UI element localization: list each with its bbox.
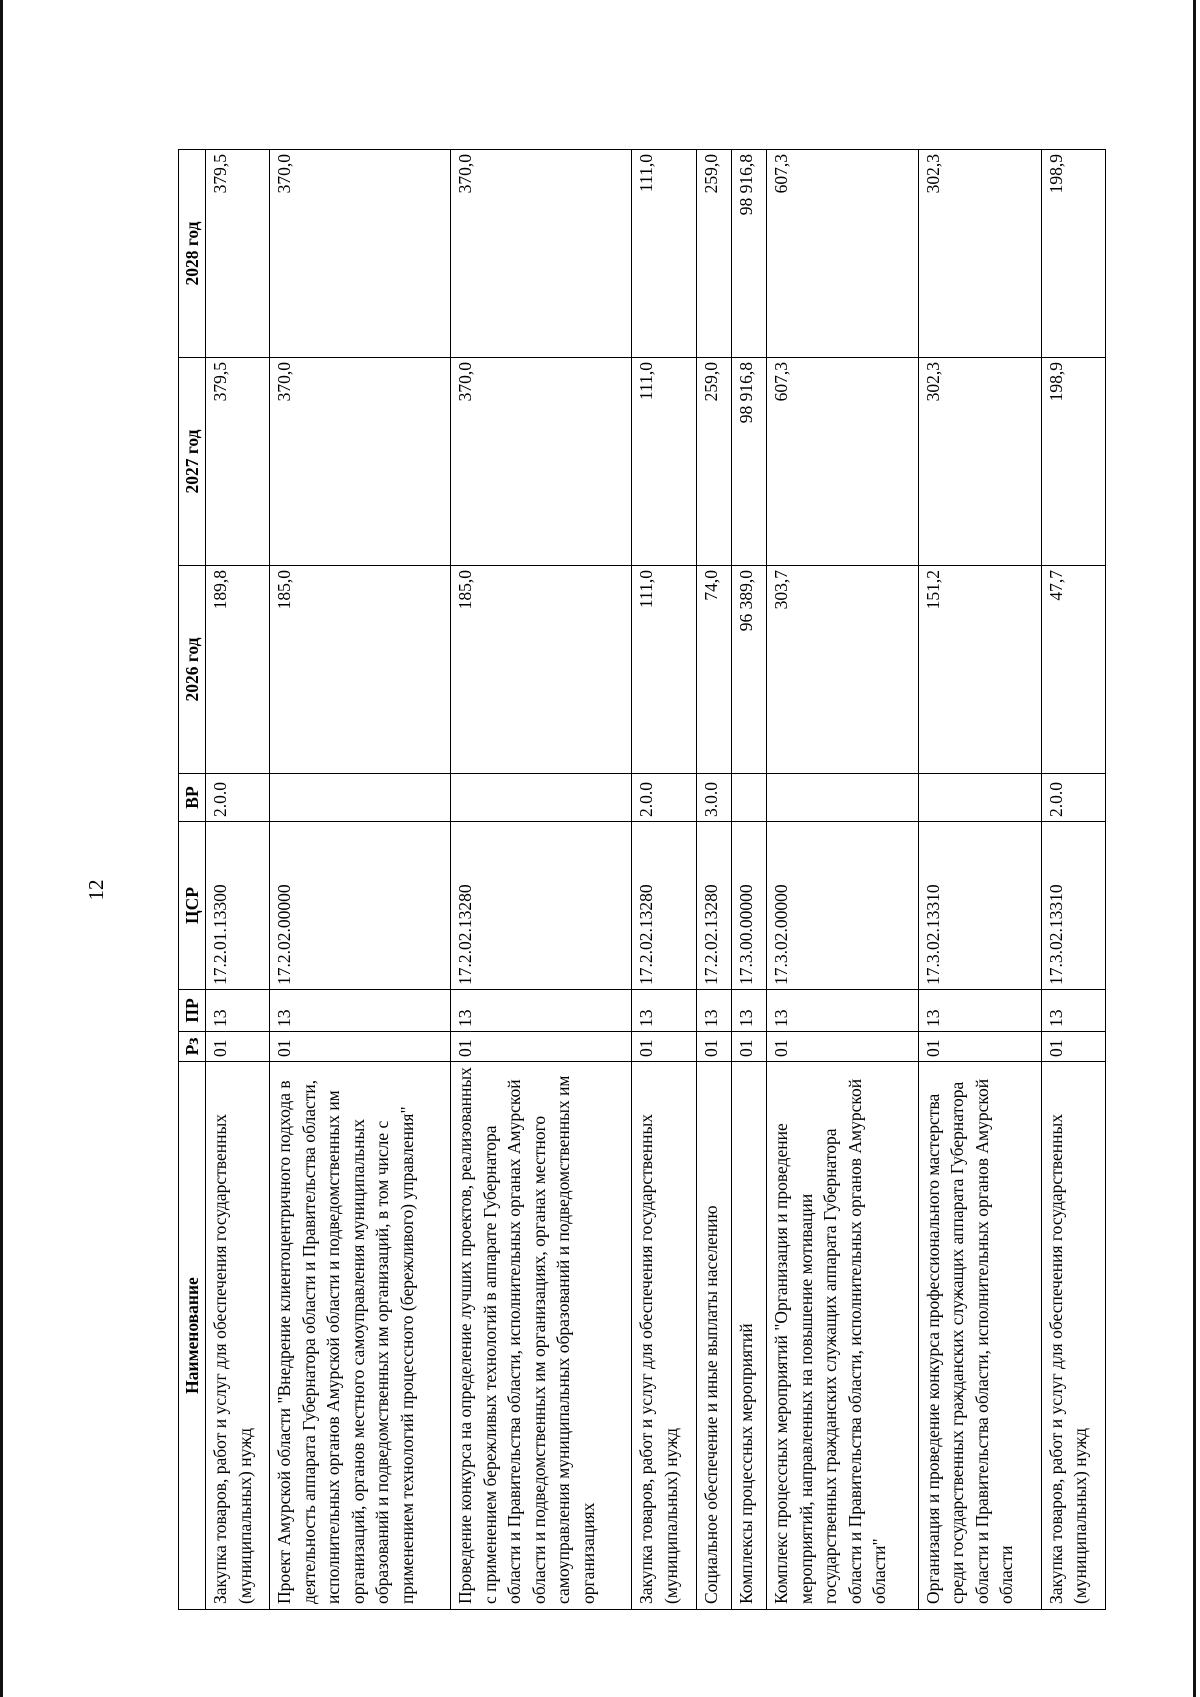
cell-rz: 01 (206, 1032, 270, 1062)
table-row (731, 150, 766, 1610)
cell-vr: 2.0.0 (1041, 774, 1105, 822)
cell-csr: 17.2.02.13280 (632, 822, 696, 990)
header-pr: ПР (179, 990, 206, 1032)
cell-2026: 47,7 (1041, 566, 1105, 774)
cell-2028: 302,3 (918, 150, 1041, 358)
cell-name: Комплексы процессных мероприятий (731, 1062, 766, 1610)
cell-pr: 13 (767, 990, 919, 1032)
cell-2028: 370,0 (451, 150, 632, 358)
cell-vr (270, 774, 451, 822)
cell-vr: 2.0.0 (632, 774, 696, 822)
cell-rz: 01 (632, 1032, 696, 1062)
cell-rz: 01 (767, 1032, 919, 1062)
table-row (696, 150, 731, 1610)
cell-name: Комплекс процессных мероприятий "Организация и проведение мероприятий, направленных на повышение мотивации государственных гражданских служащих аппарата Губернатора области и Правительства области, исполнительных органов Амурской области" (767, 1062, 919, 1610)
scan-right-edge (1193, 0, 1196, 1697)
cell-rz: 01 (918, 1032, 1041, 1062)
cell-rz: 01 (731, 1032, 766, 1062)
cell-2026: 111,0 (632, 566, 696, 774)
cell-pr: 13 (270, 990, 451, 1032)
cell-2026: 185,0 (270, 566, 451, 774)
table-row (1041, 150, 1105, 1610)
cell-2027: 379,5 (206, 358, 270, 566)
cell-csr: 17.2.02.13280 (696, 822, 731, 990)
cell-2028: 111,0 (632, 150, 696, 358)
table-row (270, 150, 451, 1610)
cell-2026: 303,7 (767, 566, 919, 774)
cell-2028: 370,0 (270, 150, 451, 358)
table-row (206, 150, 270, 1610)
cell-csr: 17.2.02.13280 (451, 822, 632, 990)
cell-2028: 259,0 (696, 150, 731, 358)
cell-pr: 13 (206, 990, 270, 1032)
cell-2027: 370,0 (270, 358, 451, 566)
header-vr: ВР (179, 774, 206, 822)
table-header-row (179, 150, 206, 1610)
cell-2027: 259,0 (696, 358, 731, 566)
cell-rz: 01 (1041, 1032, 1105, 1062)
cell-vr: 2.0.0 (206, 774, 270, 822)
header-name: Наименование (179, 1062, 206, 1610)
table-row (918, 150, 1041, 1610)
cell-pr: 13 (451, 990, 632, 1032)
cell-name: Организация и проведение конкурса профессионального мастерства среди государственных гражданских служащих аппарата Губернатора области и Правительства области, исполнительных органов Амурской области (918, 1062, 1041, 1610)
cell-name: Проведение конкурса на определение лучших проектов, реализованных с применением бережливых технологий в аппарате Губернатора области и Правительства области, исполнительных органах Амурской области и подведомственных им организациях, органах местного самоуправления муниципальных образований и подведомственных им организациях (451, 1062, 632, 1610)
header-2027: 2027 год (179, 358, 206, 566)
page-number: 12 (83, 879, 108, 901)
cell-vr (731, 774, 766, 822)
cell-csr: 17.3.02.13310 (918, 822, 1041, 990)
cell-pr: 13 (632, 990, 696, 1032)
cell-csr: 17.2.02.00000 (270, 822, 451, 990)
header-2026: 2026 год (179, 566, 206, 774)
cell-csr: 17.2.01.13300 (206, 822, 270, 990)
cell-vr (451, 774, 632, 822)
scan-left-edge (0, 0, 3, 1697)
cell-2027: 198,9 (1041, 358, 1105, 566)
cell-pr: 13 (918, 990, 1041, 1032)
table-row (767, 150, 919, 1610)
cell-name: Проект Амурской области "Внедрение клиентоцентричного подхода в деятельность аппарата Губернатора области и Правительства области, исполнительных органов Амурской области и подведомственных им организаций, органов местного самоуправления муниципальных образований и подведомственных им организаций, в том числе с применением технологий процессного (бережливого) управления" (270, 1062, 451, 1610)
cell-csr: 17.3.02.13310 (1041, 822, 1105, 990)
cell-name: Закупка товаров, работ и услуг для обеспечения государственных (муниципальных) нужд (206, 1062, 270, 1610)
cell-csr: 17.3.02.00000 (767, 822, 919, 990)
cell-2027: 370,0 (451, 358, 632, 566)
cell-pr: 13 (1041, 990, 1105, 1032)
header-2028: 2028 год (179, 150, 206, 358)
cell-2026: 185,0 (451, 566, 632, 774)
cell-name: Закупка товаров, работ и услуг для обеспечения государственных (муниципальных) нужд (632, 1062, 696, 1610)
cell-2026: 189,8 (206, 566, 270, 774)
cell-2028: 379,5 (206, 150, 270, 358)
table-row (451, 150, 632, 1610)
cell-rz: 01 (270, 1032, 451, 1062)
cell-2026: 96 389,0 (731, 566, 766, 774)
cell-vr (918, 774, 1041, 822)
cell-2028: 98 916,8 (731, 150, 766, 358)
cell-2028: 607,3 (767, 150, 919, 358)
cell-csr: 17.3.00.00000 (731, 822, 766, 990)
cell-vr (767, 774, 919, 822)
cell-pr: 13 (731, 990, 766, 1032)
table-row (632, 150, 696, 1610)
cell-2027: 302,3 (918, 358, 1041, 566)
header-csr: ЦСР (179, 822, 206, 990)
cell-2026: 74,0 (696, 566, 731, 774)
cell-2027: 98 916,8 (731, 358, 766, 566)
table-body (206, 150, 1106, 1610)
header-rz: Рз (179, 1032, 206, 1062)
cell-vr: 3.0.0 (696, 774, 731, 822)
cell-name: Социальное обеспечение и иные выплаты населению (696, 1062, 731, 1610)
budget-table (178, 149, 1106, 1610)
cell-2027: 607,3 (767, 358, 919, 566)
cell-rz: 01 (451, 1032, 632, 1062)
cell-name: Закупка товаров, работ и услуг для обеспечения государственных (муниципальных) нужд (1041, 1062, 1105, 1610)
cell-rz: 01 (696, 1032, 731, 1062)
cell-pr: 13 (696, 990, 731, 1032)
cell-2028: 198,9 (1041, 150, 1105, 358)
cell-2027: 111,0 (632, 358, 696, 566)
cell-2026: 151,2 (918, 566, 1041, 774)
